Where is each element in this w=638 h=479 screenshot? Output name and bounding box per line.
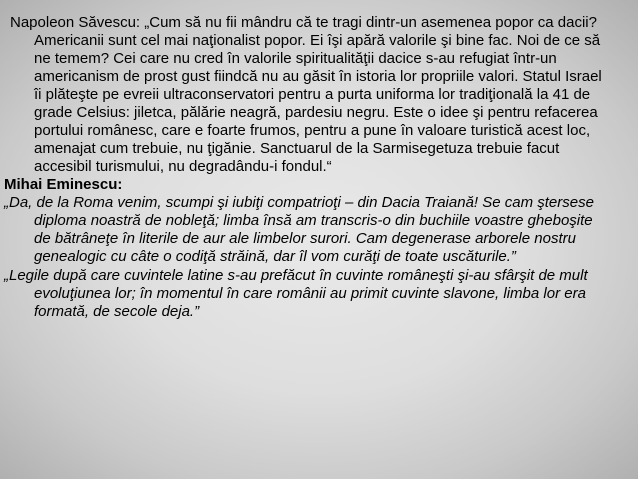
eminescu-quote-roma: „Da, de la Roma venim, scumpi şi iubiţi compatrioţi – din Dacia Traiană! Se cam ştersese diploma noastră de nobleţă; limba însă am transcris-o din buchiile voastre gheboşite de bătrâneţe în literile de aur ale limbelor surori. Cam degenerase arborele nostru genealogic cu câte o codiţă străină, dar îl vom curăţi de toate uscăturile.” xyxy=(4,194,594,265)
napoleon-savescu-paragraph: Napoleon Săvescu: „Cum să nu fii mândru că te tragi dintr-un asemenea popor ca dacii? Americanii sunt cel mai naţionalist popor. Ei îşi apără valorile şi bine fac. Noi de ce să ne temem? Cei care nu cred în valorile spiritualităţii dacice s-au refugiat într-un americanism de prost gust fiindcă nu au găsit în istoria lor propriile valori. Statul Israel îi plăteşte pe evreii ultraconservatori pentru a purta uniforma lor tradiţională la 41 de grade Celsius: jiletca, pălărie neagră, pardesiu negru. Este o idee şi pentru refacerea portului românesc, care e foarte frumos, pentru a pune în valoare turistică acest loc, amenajat cum trebuie, nu ţigănie. Sanctuarul de la Sarmisegetuza trebuie facut accesibil turismului, nu degradându-i fondul.“ xyxy=(10,14,602,175)
mihai-eminescu-heading: Mihai Eminescu: xyxy=(4,176,123,193)
eminescu-quote-legile: „Legile după care cuvintele latine s-au prefăcut în cuvinte româneşti şi-au sfârşit de mult evoluţiunea lor; în momentul în care românii au primit cuvinte slavone, limba lor era formată, de secole deja.” xyxy=(4,267,588,320)
slide-text-block xyxy=(0,14,610,321)
